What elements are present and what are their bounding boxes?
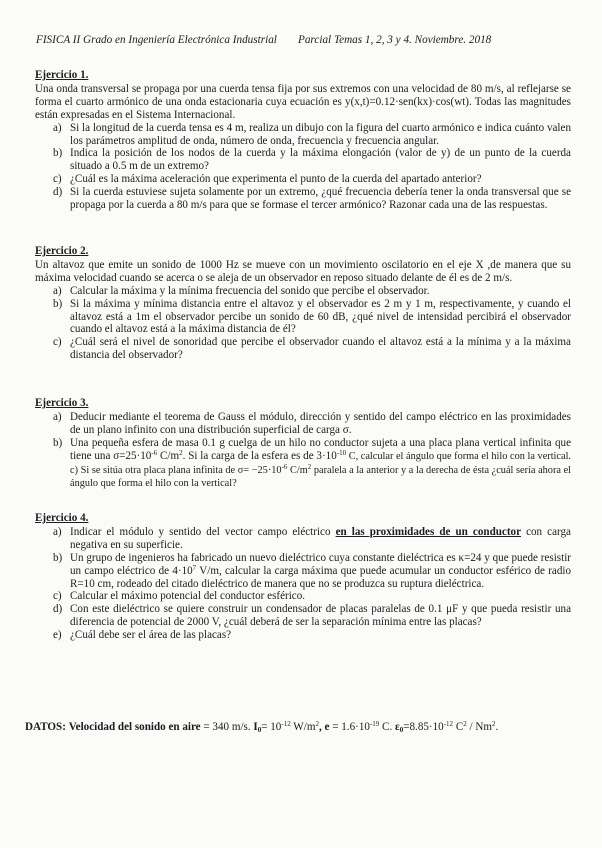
- header-course: FISICA II Grado en Ingeniería Electrónica Industrial: [36, 34, 277, 46]
- question-text: Si la máxima y mínima distancia entre el altavoz y el observador es 2 m y 1 m, respectivamente, y cuando el altavoz está a 1m el observador percibe un sonido de 60 dB, ¿qué nivel de intensidad percibirá el observador cuando el altavoz está a la máxima distancia de él?: [70, 297, 571, 336]
- exercise-2: [35, 245, 571, 362]
- exercise-4-question-b: [35, 552, 571, 591]
- constants-data-line: DATOS: Velocidad del sonido en aire = 340 m/s. $I_0= 10^{-12}$ $W/m^2$, $e = 1.6\cdot 10^{-19}$ C. $\varepsilon_0=8.85\cdot 10^{-12}$ $C^2 / Nm^2$.: [25, 720, 499, 734]
- question-label: b): [53, 297, 63, 310]
- exercise-3: [35, 397, 571, 491]
- exercise-2-question-a: [35, 285, 571, 298]
- exercise-3-questions: [35, 411, 571, 491]
- question-text: Indicar el módulo y sentido del vector campo eléctrico en las proximidades de un conductor con carga negativa en su superficie.: [70, 525, 571, 551]
- question-text: ¿Cuál debe ser el área de las placas?: [70, 629, 232, 642]
- exercise-4-question-c: [35, 590, 571, 603]
- electron-charge-label: , e: [318, 721, 330, 733]
- exercise-2-questions: [35, 285, 571, 362]
- question-label: e): [53, 629, 62, 642]
- exercise-1-question-d: [35, 186, 571, 212]
- question-text: Una pequeña esfera de masa 0.1 g cuelga de un hilo no conductor sujeta a una placa plana vertical infinita que tiene una $\sigma=25\cdot 10^{-6}$ $C/m^2$. Si la carga de la esfera es de $3\cdot 10^{-10}$ C, calcular el ángulo que forma el hilo con la vertical. c) Si se sitúa otra placa plana infinita de $\sigma= -25\cdot 10^{-6}$ $C/m^2$ paralela a la anterior y a la derecha de ésta ¿cuál sería ahora el ángulo que forma el hilo con la vertical?: [70, 436, 572, 490]
- exercise-3-question-a: [35, 411, 571, 437]
- exercise-1-statement: Una onda transversal se propaga por una cuerda tensa fija por sus extremos con una velocidad de 80 m/s, al reflejarse se forma el cuarto armónico de una onda estacionaria cuya ecuación es y(x,t)=0.12·sen(kx)·cos(wt). Todas las magnitudes están expresadas en el Sistema Internacional.: [35, 82, 571, 121]
- question-label: a): [53, 410, 62, 423]
- question-text: ¿Cuál es la máxima aceleración que experimenta el punto de la cuerda del apartado anterior?: [70, 173, 482, 186]
- sound-speed-label: Velocidad del sonido en aire: [68, 721, 201, 733]
- question-text: Con este dieléctrico se quiere construir un condensador de placas paralelas de 0.1 μF y que pueda resistir una diferencia de potencial de 2000 V, ¿cuál deberá de ser la separación mínima entre las placas?: [70, 603, 571, 629]
- exercise-1-question-a: [35, 122, 571, 148]
- exercise-4-question-e: [35, 629, 571, 642]
- question-label: a): [53, 525, 62, 538]
- question-label: c): [53, 336, 62, 349]
- question-text: Si la longitud de la cuerda tensa es 4 m, realiza un dibujo con la figura del cuarto armónico e indica cuánto valen los parámetros amplitud de onda, número de onda, frecuencia y frecuencia angular.: [70, 121, 571, 147]
- datos-label: DATOS:: [25, 721, 66, 733]
- exercise-4-questions: [35, 526, 571, 642]
- exercise-2-question-c: [35, 336, 571, 362]
- emphasized-phrase: en las proximidades de un conductor: [335, 525, 521, 538]
- header-exam-info: Parcial Temas 1, 2, 3 y 4. Noviembre. 2018: [298, 34, 492, 46]
- exercise-1-questions: [35, 122, 571, 212]
- exercise-4-title: Ejercicio 4.: [35, 512, 89, 524]
- question-text: Un grupo de ingenieros ha fabricado un nuevo dieléctrico cuya constante dieléctrica es κ=24 y que puede resistir un campo eléctrico de $4\cdot 10^7$ V/m, calcular la carga máxima que puede acumular un conductor esférico de radio R=10 cm, rodeado del citado dieléctrico de manera que no se produzca su ruptura dieléctrica.: [70, 551, 572, 590]
- exercise-3-question-b: [35, 437, 571, 492]
- question-label: b): [53, 436, 63, 449]
- exercise-2-statement: Un altavoz que emite un sonido de 1000 Hz se mueve con un movimiento oscilatorio en el eje X ,de manera que su máxima velocidad cuando se acerca o se aleja de un observador en reposo situado delante de él es de 2 m/s.: [35, 258, 571, 284]
- question-label: b): [53, 147, 63, 160]
- question-label: d): [53, 186, 63, 199]
- question-text: Deducir mediante el teorema de Gauss el módulo, dirección y sentido del campo eléctrico en las proximidades de un plano infinito con una distribución superficial de carga σ.: [70, 410, 571, 436]
- exercise-1-title: Ejercicio 1.: [35, 69, 89, 81]
- question-text: Si la cuerda estuviese sujeta solamente por un extremo, ¿qué frecuencia debería tener la onda transversal que se propaga por la cuerda a 80 m/s para que se formase el tercer armónico? Razonar cada una de las respuestas.: [70, 186, 571, 212]
- question-label: a): [53, 284, 62, 297]
- question-label: d): [53, 603, 63, 616]
- question-text: Calcular la máxima y la mínima frecuencia del sonido que percibe el observador.: [70, 284, 430, 297]
- sound-speed-value: = 340 m/s.: [200, 721, 254, 733]
- question-label: c): [53, 173, 62, 186]
- exercise-4-question-a: [35, 526, 571, 552]
- exercise-1-question-b: [35, 147, 571, 173]
- permittivity-label: $\varepsilon_0$: [395, 721, 404, 734]
- exercise-3-title: Ejercicio 3.: [35, 397, 89, 409]
- question-label: c): [53, 590, 62, 603]
- question-text: Calcular el máximo potencial del conductor esférico.: [70, 590, 306, 603]
- exercise-4: [35, 512, 571, 642]
- exercise-2-title: Ejercicio 2.: [35, 245, 89, 257]
- question-label: a): [53, 121, 62, 134]
- exercise-1-question-c: [35, 173, 571, 186]
- question-text: Indica la posición de los nodos de la cuerda y la máxima elongación (valor de y) de un punto de la cuerda situado a 0.5 m de un extremo?: [70, 147, 571, 173]
- question-label: b): [53, 551, 63, 564]
- page-header: [36, 34, 576, 46]
- exercise-4-question-d: [35, 603, 571, 629]
- exercise-2-question-b: [35, 298, 571, 337]
- exercise-1: [35, 69, 571, 212]
- i0-label: $I_0$: [253, 721, 262, 734]
- question-text: ¿Cuál será el nivel de sonoridad que percibe el observador cuando el altavoz está a la mínima y a la máxima distancia del observador?: [70, 336, 571, 362]
